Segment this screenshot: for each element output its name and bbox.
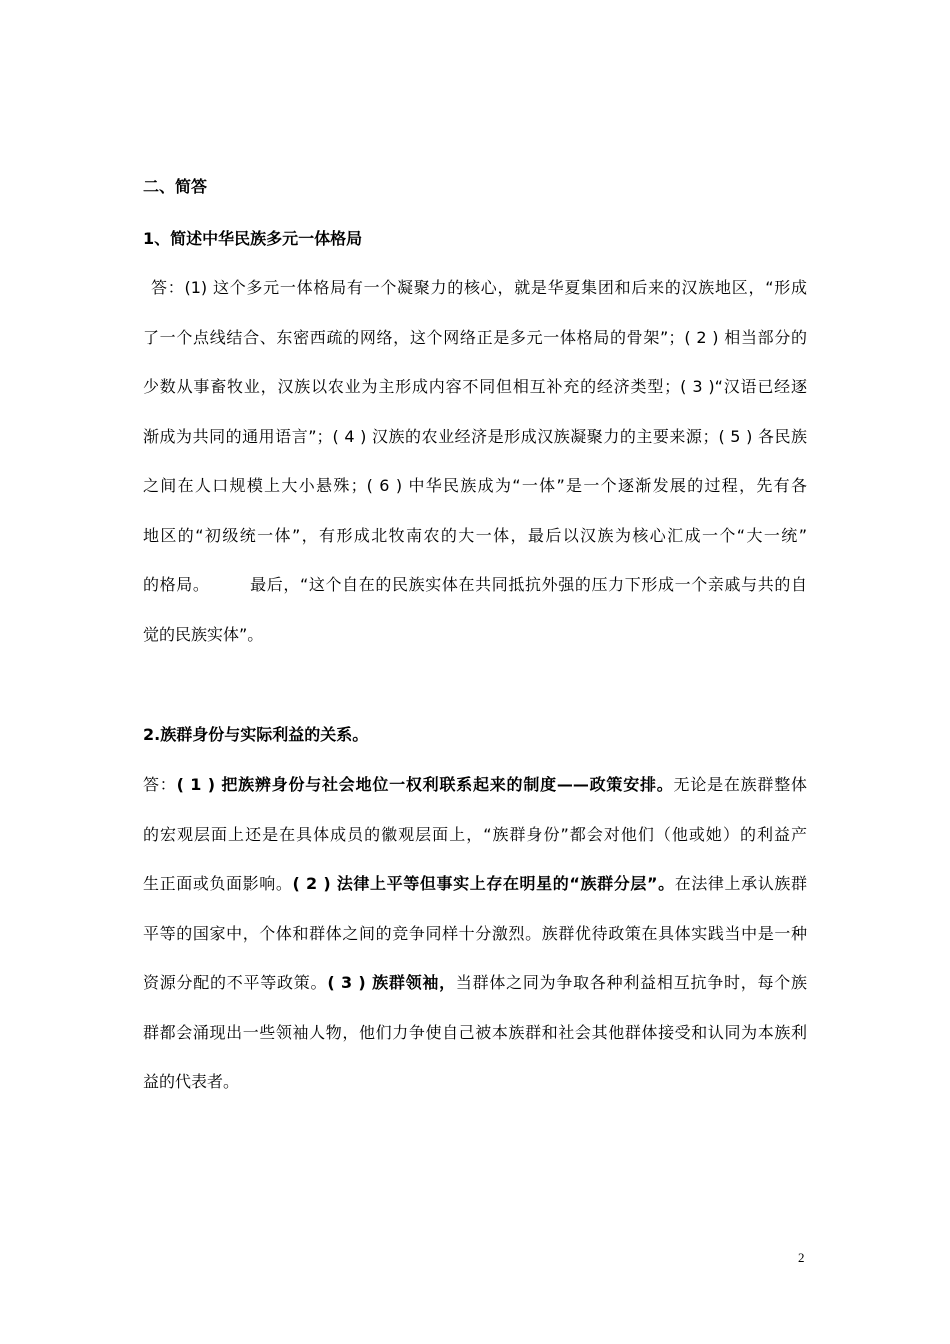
answer-2-line-5-rest: 当群体之同为争取各种利益相互抗争时，每个族 xyxy=(455,973,807,992)
section-title: 二、简答 xyxy=(143,177,208,196)
answer-1-line-3: 少数从事畜牧业，汉族以农业为主形成内容不同但相互补充的经济类型；( 3 )“汉语已经逐 xyxy=(143,377,807,396)
answer-1-line-4: 渐成为共同的通用语言”；( 4 ) 汉族的农业经济是形成汉族凝聚力的主要来源；( 5 ) 各民族 xyxy=(143,426,807,446)
answer-2-line-3-rest: 在法律上承认族群 xyxy=(674,874,807,893)
answer-2-line-3-prefix: 生正面或负面影响。 xyxy=(143,874,293,893)
answer-1-line-5: 之间在人口规模上大小悬殊；( 6 ) 中华民族成为“一体”是一个逐渐发展的过程，先有各 xyxy=(143,476,807,495)
answer-2-line-7: 益的代表者。 xyxy=(143,1072,240,1091)
answer-2-point-2: ( 2 ) 法律上平等但事实上存在明星的“族群分层”。 xyxy=(292,874,675,893)
question-2-title: 2.族群身份与实际利益的关系。 xyxy=(143,725,369,744)
answer-1-line-8: 觉的民族实体”。 xyxy=(143,624,264,644)
answer-1-line-7 xyxy=(143,560,807,610)
question-2-answer xyxy=(143,760,807,1107)
answer-2-line-1-prefix: 答： xyxy=(143,775,177,794)
answer-1-line-6: 地区的“初级统一体”，有形成北牧南农的大一体，最后以汉族为核心汇成一个“大一统” xyxy=(143,525,807,545)
answer-2-point-3: ( 3 ) 族群领袖， xyxy=(327,973,456,992)
answer-2-point-1: ( 1 ) 把族辨身份与社会地位一权利联系起来的制度——政策安排。 xyxy=(176,775,674,794)
answer-2-line-5-prefix: 资源分配的不平等政策。 xyxy=(143,973,328,992)
page-number: 2 xyxy=(798,1250,805,1265)
answer-2-line-1 xyxy=(143,760,807,810)
answer-2-line-1-rest: 无论是在族群整体 xyxy=(673,775,807,794)
answer-2-line-4: 平等的国家中，个体和群体之间的竞争同样十分激烈。族群优待政策在具体实践当中是一种 xyxy=(143,923,807,943)
answer-2-line-3 xyxy=(143,859,807,909)
answer-2-line-6: 群都会涌现出一些领袖人物，他们力争使自己被本族群和社会其他群体接受和认同为本族利 xyxy=(143,1022,807,1042)
answer-2-line-2: 的宏观层面上还是在具体成员的徽观层面上，“族群身份”都会对他们（他或她）的利益产 xyxy=(143,824,807,844)
answer-2-line-5 xyxy=(143,958,807,1008)
question-1-answer xyxy=(143,263,807,659)
answer-1-line-1: 答：(1) 这个多元一体格局有一个凝聚力的核心，就是华夏集团和后来的汉族地区，“形成 xyxy=(151,278,807,297)
answer-1-line-7-start: 的格局。 xyxy=(143,575,210,594)
question-1-title: 1、简述中华民族多元一体格局 xyxy=(143,229,363,248)
answer-1-line-7-end: 最后，“这个自在的民族实体在共同抵抗外强的压力下形成一个亲戚与共的自 xyxy=(249,575,807,594)
answer-1-line-2: 了一个点线结合、东密西疏的网络，这个网络正是多元一体格局的骨架”；( 2 ) 相当部分的 xyxy=(143,327,807,347)
